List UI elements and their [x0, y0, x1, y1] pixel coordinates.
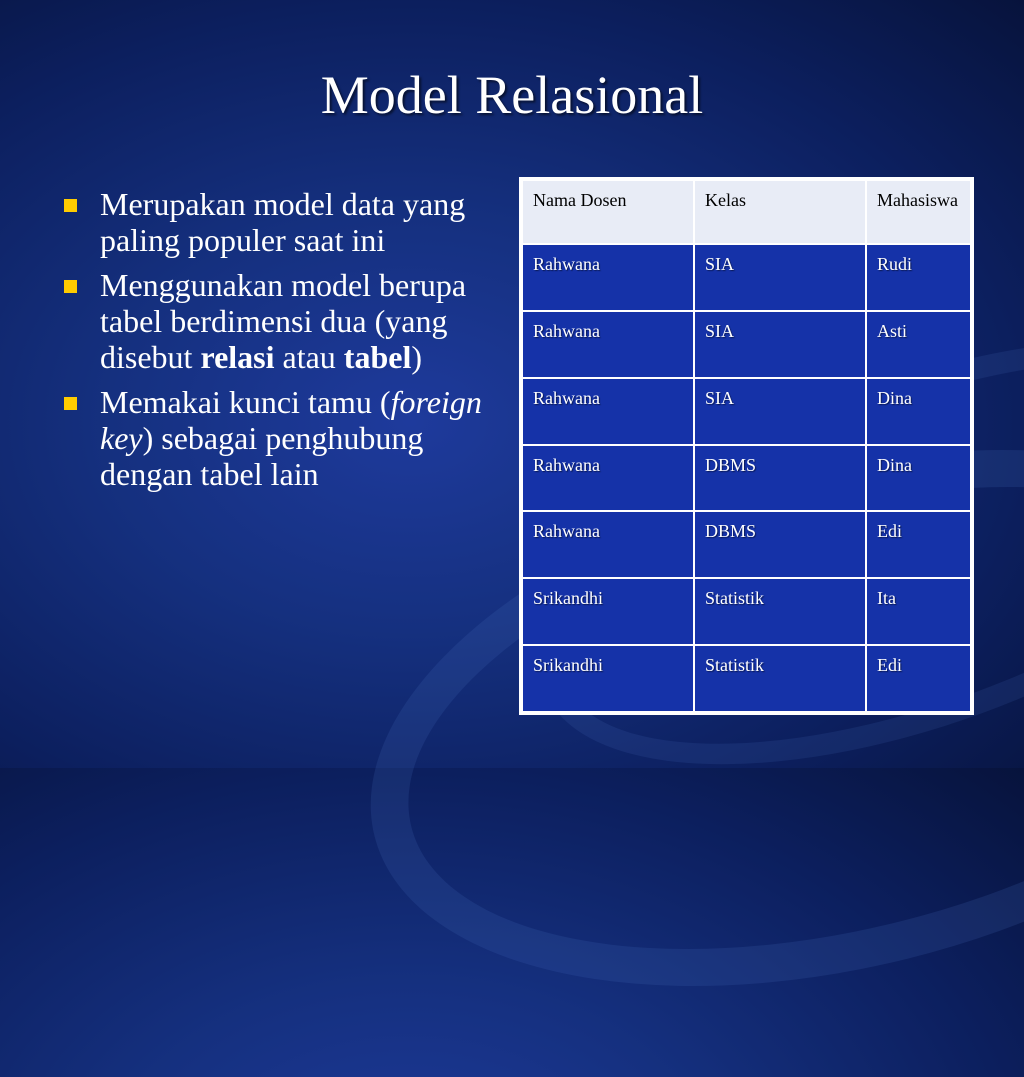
table-cell: SIA — [694, 311, 866, 378]
bullet-bold-term: tabel — [343, 339, 412, 375]
bullet-text-segment: Merupakan model data yang paling populer saat ini — [100, 186, 466, 258]
bullet-list — [62, 186, 482, 501]
table-cell: Srikandhi — [522, 578, 694, 645]
bullet-text-segment: atau — [274, 339, 344, 375]
bullet-bold-term: relasi — [200, 339, 275, 375]
table-row — [522, 578, 971, 645]
bullet-item — [62, 186, 482, 258]
table-cell: Srikandhi — [522, 645, 694, 712]
table-header-cell: Nama Dosen — [522, 180, 694, 244]
bullet-text — [100, 186, 465, 258]
square-bullet-icon — [64, 280, 77, 293]
table-cell: Edi — [866, 645, 971, 712]
table-cell: Rudi — [866, 244, 971, 311]
bullet-text — [100, 267, 466, 375]
table-header-row — [522, 180, 971, 244]
table-cell: DBMS — [694, 511, 866, 578]
table-cell: SIA — [694, 378, 866, 445]
square-bullet-icon — [64, 199, 77, 212]
table-cell: Statistik — [694, 645, 866, 712]
table-cell: SIA — [694, 244, 866, 311]
bullet-text — [100, 384, 482, 492]
table-cell: Asti — [866, 311, 971, 378]
table-row — [522, 311, 971, 378]
table-cell: DBMS — [694, 445, 866, 512]
table-cell: Dina — [866, 378, 971, 445]
table-header-cell: Mahasiswa — [866, 180, 971, 244]
table-cell: Dina — [866, 445, 971, 512]
square-bullet-icon — [64, 397, 77, 410]
table-cell: Rahwana — [522, 445, 694, 512]
bullet-item — [62, 384, 482, 492]
table-row — [522, 511, 971, 578]
bullet-item — [62, 267, 482, 375]
bullet-text-segment: Menggunakan model berupa tabel berdimensi dua (yang disebut — [100, 267, 467, 375]
table-cell: Statistik — [694, 578, 866, 645]
table-cell: Edi — [866, 511, 971, 578]
table-header-cell: Kelas — [694, 180, 866, 244]
table-cell: Rahwana — [522, 511, 694, 578]
table-cell: Rahwana — [522, 244, 694, 311]
table-row — [522, 244, 971, 311]
slide-title: Model Relasional — [320, 65, 704, 125]
table-cell: Rahwana — [522, 378, 694, 445]
table-row — [522, 378, 971, 445]
table-row — [522, 645, 971, 712]
table-cell: Rahwana — [522, 311, 694, 378]
bullet-text-segment: Memakai kunci tamu ( — [100, 384, 391, 420]
table-cell: Ita — [866, 578, 971, 645]
bullet-text-segment: ) sebagai penghubung dengan tabel lain — [100, 420, 424, 492]
bullet-text-segment: ) — [411, 339, 422, 375]
bullet-italic-term: foreign key — [100, 384, 482, 456]
table-row — [522, 445, 971, 512]
relation-table — [519, 177, 974, 715]
